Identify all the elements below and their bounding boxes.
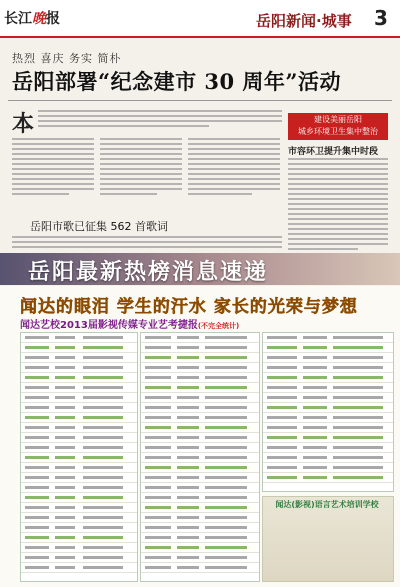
results-table-1 — [20, 332, 138, 582]
masthead-prefix: 长江 — [4, 11, 32, 27]
sidebar-title: 市容环卫提升集中时段 — [288, 147, 379, 157]
news-banner-text[interactable]: 岳阳最新热榜消息速递 — [28, 260, 269, 285]
subhead-text — [12, 236, 282, 251]
article-headline: 岳阳部署“纪念建市 30 周年”活动 — [12, 69, 342, 94]
ad-title — [20, 316, 239, 331]
results-table-2 — [140, 332, 260, 582]
article-kicker: 热烈 喜庆 务实 简朴 — [12, 52, 122, 65]
article-column-3 — [188, 138, 280, 198]
article-intro-text — [38, 110, 282, 130]
article-dropcap: 本 — [12, 111, 35, 137]
sidebar-banner-line1: 建设美丽岳阳 — [314, 115, 362, 124]
page-number: 3 — [374, 6, 388, 30]
headline-divider — [8, 100, 392, 101]
section-title: 岳阳新闻·城事 — [256, 12, 352, 30]
masthead-name: 报 — [46, 11, 60, 27]
ad-title-note: (不完全统计) — [197, 322, 240, 330]
masthead-logo: 晚 — [32, 11, 46, 27]
article-subhead: 岳阳市歌已征集 562 首歌词 — [30, 220, 168, 233]
sidebar-text — [288, 158, 388, 253]
sidebar-banner-line2: 城乡环境卫生集中整治 — [298, 127, 378, 136]
article-column-1 — [12, 138, 94, 198]
ad-slogan: 闻达的眼泪 学生的汗水 家长的光荣与梦想 — [20, 297, 358, 317]
ad-school-name: 闻达(影视)语言艺术培训学校 — [275, 500, 379, 509]
sidebar-banner — [288, 113, 388, 140]
ad-title-text: 闻达艺校2013届影视传媒专业艺考捷报 — [20, 320, 198, 331]
article-column-2 — [100, 138, 182, 198]
masthead — [4, 8, 60, 28]
results-table-3 — [262, 332, 394, 492]
page-header — [0, 0, 400, 38]
